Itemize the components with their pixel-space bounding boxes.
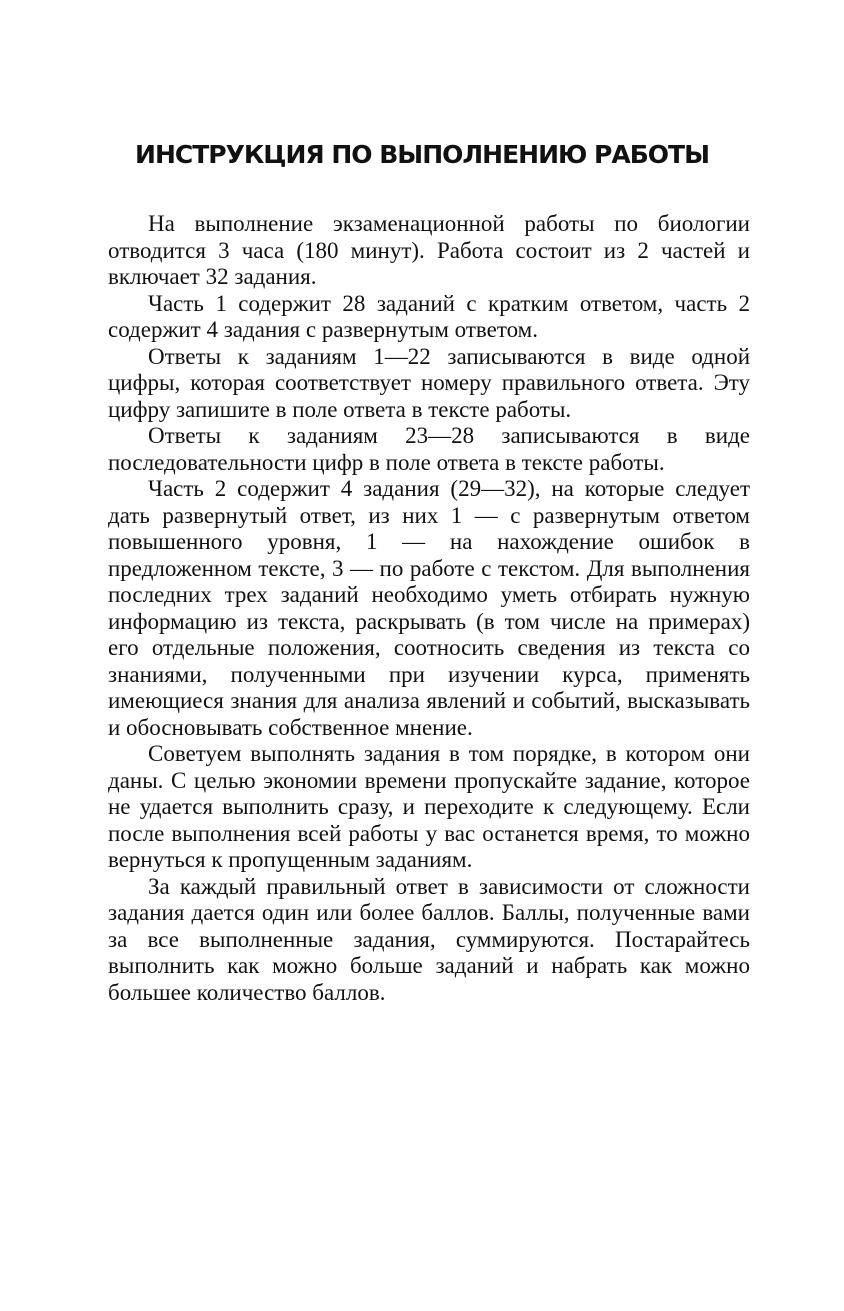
instructions-body (108, 211, 750, 1006)
paragraph-duration: На выполнение экзаменационной работы по биологии отводится 3 часа (180 минут). Работа состоит из 2 частей и включает 32 задания. (108, 211, 750, 289)
paragraph-scoring: За каждый правильный ответ в зависимости от сложности задания дается один или более баллов. Баллы, полученные вами за все выполненные задания, суммируются. Постарайтесь выполнить как можно больше заданий и набрать как можно большее количество баллов. (108, 873, 750, 1005)
paragraph-advice: Советуем выполнять задания в том порядке, в котором они даны. С целью экономии времени пропускайте задание, которое не удается выполнить сразу, и переходите к следующему. Если после выполнения всей работы у вас останется время, то можно вернуться к пропущенным заданиям. (108, 741, 750, 872)
paragraph-part-2: Часть 2 содержит 4 задания (29—32), на которые следует дать развернутый ответ, из них 1 — с развернутым ответом повышенного уровня, 1 — на нахождение ошибок в предложенном тексте, 3 — по работе с текстом. Для выполнения последних трех заданий необходимо уметь отбирать нужную информацию из текста, раскрывать (в том числе на примерах) его отдельные положения, соотносить сведения из текста со знаниями, полученными при изучении курса, применять имеющиеся знания для анализа явлений и событий, высказывать и обосновывать собственное мнение. (108, 476, 750, 740)
paragraph-answers-23-28: Ответы к заданиям 23—28 записываются в виде последовательности цифр в поле ответа в тексте работы. (108, 423, 750, 475)
paragraph-answers-1-22: Ответы к заданиям 1—22 записываются в виде одной цифры, которая соответствует номеру правильного ответа. Эту цифру запишите в поле ответа в тексте работы. (108, 343, 750, 422)
paragraph-parts: Часть 1 содержит 28 заданий с кратким ответом, часть 2 содержит 4 задания с развернутым ответом. (108, 290, 750, 342)
page-title: ИНСТРУКЦИЯ ПО ВЫПОЛНЕНИЮ РАБОТЫ (135, 140, 709, 169)
